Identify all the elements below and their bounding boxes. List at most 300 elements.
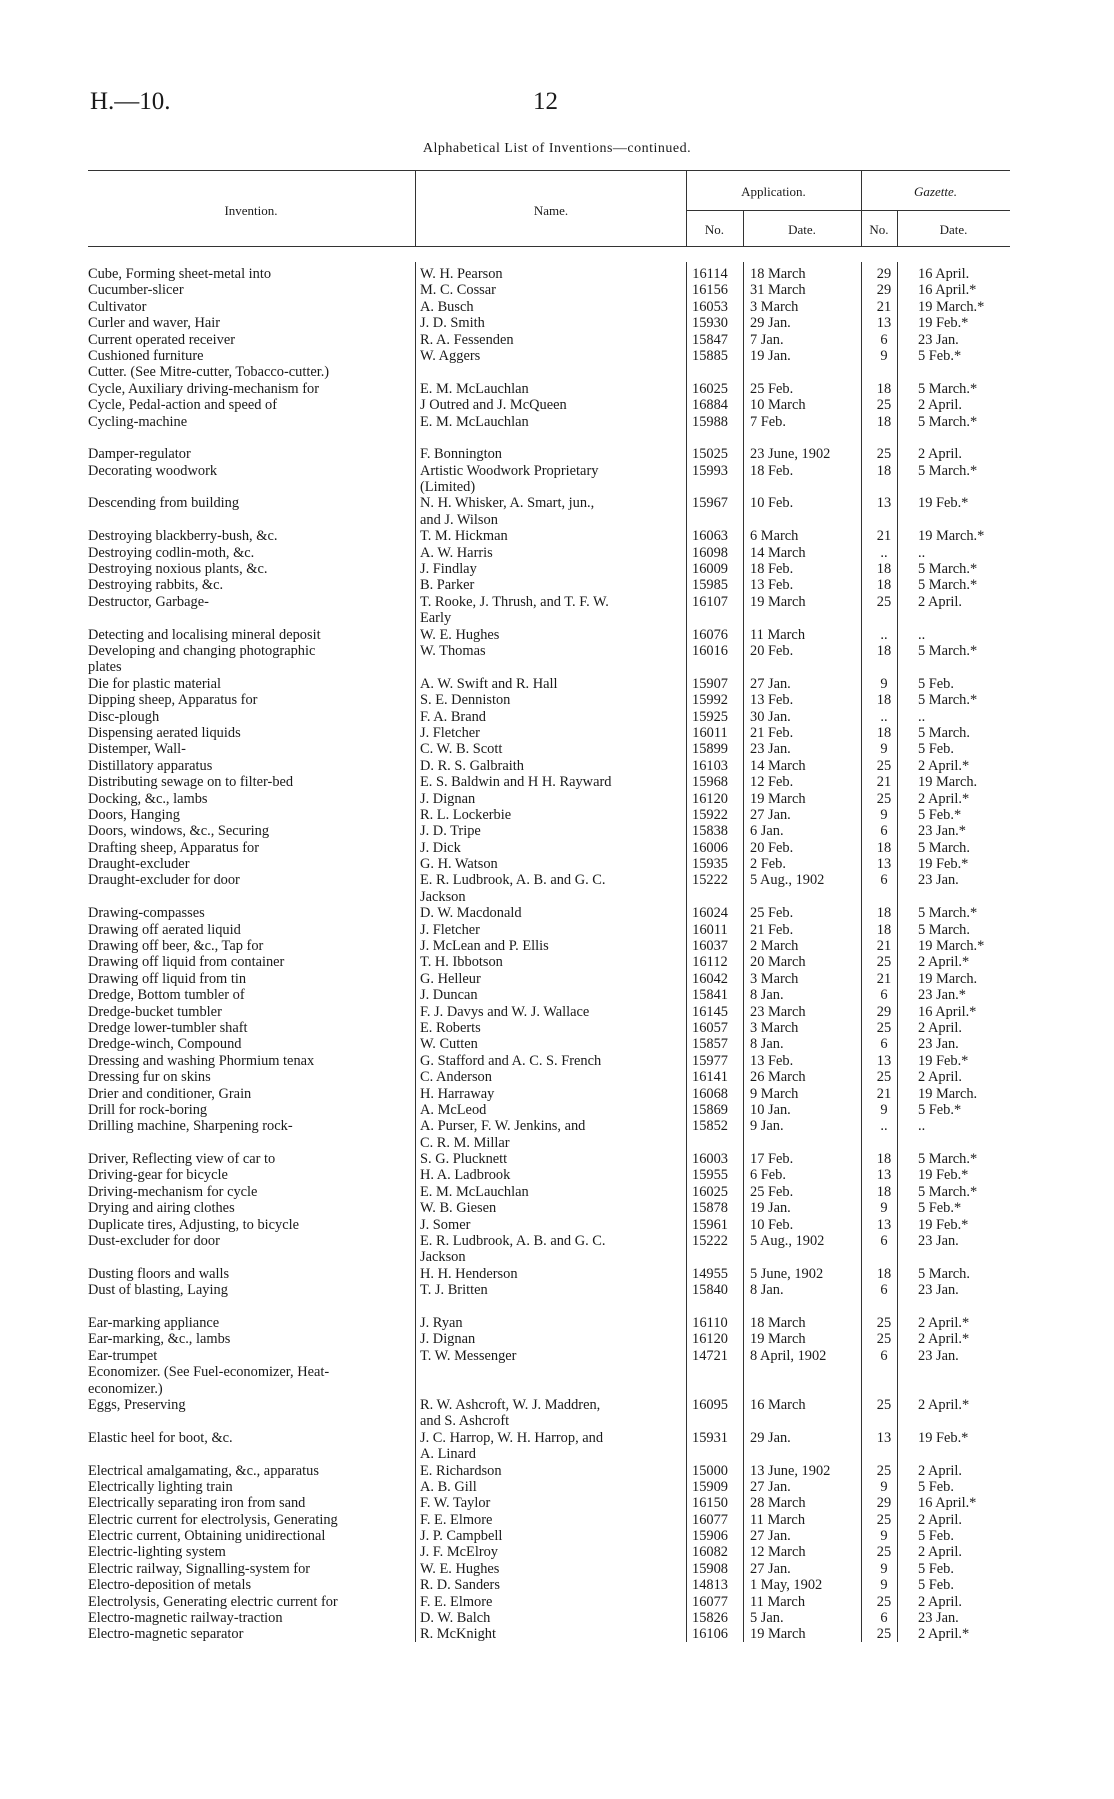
gazette-no-cell: 9: [880, 1101, 888, 1118]
app-no-cell: 16025: [692, 380, 728, 397]
invention-cell: Distemper, Wall-: [88, 741, 186, 758]
invention-cell: Destroying rabbits, &c.: [88, 577, 224, 594]
gazette-date-cell: 2 April.: [918, 446, 962, 463]
invention-cell: Drawing off beer, &c., Tap for: [88, 938, 264, 955]
app-no-cell: 16068: [692, 1085, 728, 1102]
invention-cell: Elastic heel for boot, &c.: [88, 1429, 233, 1446]
table-row: [88, 479, 1018, 495]
invention-cell: Ear-marking, &c., lambs: [88, 1331, 231, 1348]
table-row: [88, 1266, 1018, 1282]
table-row: [88, 1397, 1018, 1413]
app-date-cell: 11 March: [750, 1511, 806, 1528]
invention-cell: Ear-trumpet: [88, 1347, 158, 1364]
gazette-date-cell: 2 April.*: [918, 757, 970, 774]
table-row: [88, 266, 1018, 282]
gazette-no-cell: 18: [876, 413, 892, 430]
table-row: [88, 512, 1018, 528]
app-no-cell: 16107: [692, 593, 728, 610]
invention-cell: Detecting and localising mineral deposit: [88, 626, 321, 643]
invention-cell: Destructor, Garbage-: [88, 593, 209, 610]
invention-cell: Draught-excluder for door: [88, 872, 240, 889]
table-row: [88, 1495, 1018, 1511]
gazette-no-cell: 6: [880, 331, 888, 348]
invention-cell: Drafting sheep, Apparatus for: [88, 839, 260, 856]
gazette-date-cell: 5 March.*: [918, 380, 978, 397]
name-cell: F. J. Davys and W. J. Wallace: [420, 1003, 590, 1020]
name-cell: F. A. Brand: [420, 708, 487, 725]
table-row: [88, 872, 1018, 888]
table-row: [88, 545, 1018, 561]
app-date-cell: 27 Jan.: [750, 1528, 791, 1545]
invention-cell: Dredge-bucket tumbler: [88, 1003, 222, 1020]
app-date-cell: 18 March: [750, 266, 806, 282]
gazette-date-cell: 2 April.*: [918, 954, 970, 971]
app-date-cell: 10 Feb.: [750, 495, 794, 512]
app-date-cell: 31 March: [750, 282, 806, 299]
gazette-date-cell: 19 Feb.*: [918, 1052, 969, 1069]
table-row: [88, 938, 1018, 954]
gazette-date-cell: 23 Jan.: [918, 1036, 959, 1053]
table-row: [88, 332, 1018, 348]
invention-cell: Doors, Hanging: [88, 806, 180, 823]
gazette-no-cell: 9: [880, 675, 888, 692]
gazette-date-cell: 5 March.*: [918, 413, 978, 430]
table-row: [88, 1167, 1018, 1183]
table-row: [88, 1512, 1018, 1528]
gazette-date-cell: 5 Feb.*: [918, 1101, 962, 1118]
invention-cell: Electric current for electrolysis, Generating: [88, 1511, 338, 1528]
app-no-cell: 15925: [692, 708, 728, 725]
app-no-cell: 16077: [692, 1593, 728, 1610]
header-bottom-rule: [88, 246, 1010, 247]
name-cell: and S. Ashcroft: [420, 1413, 510, 1430]
name-cell: J. F. McElroy: [420, 1544, 498, 1561]
gazette-no-cell: 25: [876, 593, 892, 610]
app-date-cell: 6 Jan.: [750, 823, 784, 840]
name-cell: J. P. Campbell: [420, 1528, 503, 1545]
table-row: [88, 758, 1018, 774]
gazette-date-cell: 5 March.*: [918, 462, 978, 479]
gazette-date-cell: 23 Jan.: [918, 1282, 959, 1299]
name-cell: B. Parker: [420, 577, 475, 594]
name-cell: D. W. Macdonald: [420, 905, 522, 922]
invention-cell: Electric current, Obtaining unidirectional: [88, 1528, 326, 1545]
gazette-no-cell: 21: [876, 938, 892, 955]
gazette-date-cell: 5 Feb.: [918, 1560, 954, 1577]
invention-cell: Drill for rock-boring: [88, 1101, 208, 1118]
app-date-cell: 17 Feb.: [750, 1151, 794, 1168]
invention-cell: Cushioned furniture: [88, 347, 204, 364]
invention-cell: Doors, windows, &c., Securing: [88, 823, 270, 840]
app-no-cell: 16003: [692, 1151, 728, 1168]
name-cell: J. Fletcher: [420, 921, 480, 938]
table-row: [88, 1561, 1018, 1577]
name-cell: E. S. Baldwin and H H. Rayward: [420, 774, 612, 791]
app-no-cell: 15852: [692, 1118, 728, 1135]
invention-cell: Die for plastic material: [88, 675, 222, 692]
name-cell: F. E. Elmore: [420, 1593, 493, 1610]
name-cell: E. M. McLauchlan: [420, 1183, 529, 1200]
name-cell: G. Stafford and A. C. S. French: [420, 1052, 602, 1069]
table-row: [88, 725, 1018, 741]
app-date-cell: 5 June, 1902: [750, 1265, 824, 1282]
table-row: [88, 1118, 1018, 1134]
invention-cell: Dredge lower-tumbler shaft: [88, 1019, 248, 1036]
header-name: Name.: [533, 203, 569, 218]
invention-cell: Electric railway, Signalling-system for: [88, 1560, 311, 1577]
table-row: [88, 594, 1018, 610]
table-row: [88, 315, 1018, 331]
gazette-date-cell: 5 March.*: [918, 642, 978, 659]
name-cell: Artistic Woodwork Proprietary: [420, 462, 599, 479]
gazette-date-cell: 5 Feb.: [918, 741, 954, 758]
invention-cell: Descending from building: [88, 495, 240, 512]
table-row: [88, 791, 1018, 807]
app-no-cell: 15025: [692, 446, 728, 463]
table-row: [88, 1233, 1018, 1249]
name-cell: W. Thomas: [420, 642, 486, 659]
app-date-cell: 25 Feb.: [750, 905, 794, 922]
app-date-cell: 27 Jan.: [750, 1560, 791, 1577]
name-cell: F. E. Elmore: [420, 1511, 493, 1528]
app-no-cell: 16024: [692, 905, 728, 922]
gazette-date-cell: 2 April.: [918, 1069, 962, 1086]
table-row: [88, 1413, 1018, 1429]
gazette-date-cell: 2 April.*: [918, 790, 970, 807]
table-row: [88, 1151, 1018, 1167]
name-cell: J. C. Harrop, W. H. Harrop, and: [420, 1429, 604, 1446]
name-cell: J. Dignan: [420, 1331, 476, 1348]
gazette-date-cell: 19 March.*: [918, 938, 985, 955]
invention-cell: Cultivator: [88, 298, 147, 315]
gazette-date-cell: 19 Feb.*: [918, 1216, 969, 1233]
app-date-cell: 25 Feb.: [750, 380, 794, 397]
table-row: [88, 1544, 1018, 1560]
gazette-date-cell: 2 April.: [918, 1462, 962, 1479]
app-date-cell: 23 March: [750, 1003, 806, 1020]
gazette-date-cell: 5 March.*: [918, 692, 978, 709]
gazette-no-cell: 13: [876, 1429, 892, 1446]
app-no-cell: 16011: [692, 921, 728, 938]
gazette-date-cell: 16 April.*: [918, 1003, 977, 1020]
app-date-cell: 16 March: [750, 1396, 806, 1413]
app-date-cell: 13 Feb.: [750, 577, 794, 594]
table-row: [88, 1577, 1018, 1593]
app-no-cell: 15930: [692, 315, 728, 332]
table-row: [88, 1282, 1018, 1298]
invention-cell: Electrical amalgamating, &c., apparatus: [88, 1462, 319, 1479]
gazette-no-cell: 25: [876, 397, 892, 414]
app-no-cell: 15967: [692, 495, 728, 512]
app-date-cell: 18 Feb.: [750, 462, 794, 479]
app-no-cell: 14955: [692, 1265, 728, 1282]
table-row: [88, 463, 1018, 479]
app-no-cell: 16120: [692, 1331, 728, 1348]
gazette-no-cell: 13: [876, 1052, 892, 1069]
app-date-cell: 20 Feb.: [750, 839, 794, 856]
gazette-no-cell: 29: [876, 1495, 892, 1512]
application-subrule: [686, 210, 1010, 211]
table-row: [88, 364, 1018, 380]
app-date-cell: 23 Jan.: [750, 741, 791, 758]
table-row: [88, 840, 1018, 856]
gazette-date-cell: 5 March.*: [918, 561, 978, 578]
invention-cell: Duplicate tires, Adjusting, to bicycle: [88, 1216, 300, 1233]
gazette-no-cell: 18: [876, 724, 892, 741]
app-no-cell: 16063: [692, 528, 728, 545]
app-no-cell: 15993: [692, 462, 728, 479]
gazette-no-cell: 6: [880, 823, 888, 840]
gazette-no-cell: ..: [880, 544, 888, 561]
table-row: [88, 1036, 1018, 1052]
name-cell: H. Harraway: [420, 1085, 495, 1102]
name-cell: G. Helleur: [420, 970, 481, 987]
name-cell: H. H. Henderson: [420, 1265, 518, 1282]
table-row: [88, 922, 1018, 938]
app-date-cell: 30 Jan.: [750, 708, 791, 725]
app-no-cell: 14721: [692, 1347, 728, 1364]
gazette-no-cell: 9: [880, 806, 888, 823]
app-no-cell: 16110: [692, 1315, 728, 1331]
app-no-cell: 16156: [692, 282, 728, 299]
name-cell: F. Bonnington: [420, 446, 503, 463]
app-no-cell: 16103: [692, 757, 728, 774]
gazette-no-cell: 21: [876, 1085, 892, 1102]
app-date-cell: 18 March: [750, 1315, 806, 1331]
table-row: [88, 381, 1018, 397]
gazette-no-cell: 18: [876, 1183, 892, 1200]
table-row: [88, 692, 1018, 708]
table-row: [88, 1331, 1018, 1347]
table-row: [88, 1626, 1018, 1642]
gazette-date-cell: ..: [918, 1118, 926, 1135]
table-row: [88, 856, 1018, 872]
gazette-no-cell: 6: [880, 872, 888, 889]
table-row: [88, 1348, 1018, 1364]
name-cell: C. Anderson: [420, 1069, 492, 1086]
gazette-date-cell: 19 Feb.*: [918, 856, 969, 873]
invention-cell: Cutter. (See Mitre-cutter, Tobacco-cutter.): [88, 364, 330, 381]
app-date-cell: 29 Jan.: [750, 315, 791, 332]
app-no-cell: 16095: [692, 1396, 728, 1413]
app-date-cell: 20 Feb.: [750, 642, 794, 659]
name-cell: E. Roberts: [420, 1019, 481, 1036]
table-row: [88, 774, 1018, 790]
gazette-date-cell: 19 March.*: [918, 528, 985, 545]
app-date-cell: 3 March: [750, 298, 799, 315]
app-date-cell: 5 Jan.: [750, 1610, 784, 1627]
name-cell: T. J. Britten: [420, 1282, 488, 1299]
invention-cell: Dispensing aerated liquids: [88, 724, 241, 741]
invention-cell: Driving-gear for bicycle: [88, 1167, 228, 1184]
invention-cell: Drawing off liquid from tin: [88, 970, 247, 987]
gazette-no-cell: 21: [876, 298, 892, 315]
app-date-cell: 14 March: [750, 757, 806, 774]
invention-cell: Developing and changing photographic: [88, 642, 316, 659]
table-row: [88, 1249, 1018, 1265]
name-cell: J. Ryan: [420, 1315, 463, 1331]
name-cell: A. Purser, F. W. Jenkins, and: [420, 1118, 586, 1135]
gazette-date-cell: 16 April.: [918, 266, 970, 282]
app-no-cell: 15222: [692, 872, 728, 889]
name-cell: C. R. M. Millar: [420, 1134, 510, 1151]
app-date-cell: 9 March: [750, 1085, 799, 1102]
app-date-cell: 2 March: [750, 938, 799, 955]
header-app-no: No.: [704, 222, 725, 237]
app-no-cell: 15841: [692, 987, 728, 1004]
app-date-cell: 6 Feb.: [750, 1167, 786, 1184]
app-no-cell: 16077: [692, 1511, 728, 1528]
table-row: [88, 905, 1018, 921]
gazette-date-cell: 23 Jan.: [918, 872, 959, 889]
app-no-cell: 15988: [692, 413, 728, 430]
app-no-cell: 16037: [692, 938, 728, 955]
gazette-no-cell: 13: [876, 1167, 892, 1184]
app-no-cell: 15857: [692, 1036, 728, 1053]
invention-cell: Drawing off aerated liquid: [88, 921, 241, 938]
app-no-cell: 16016: [692, 642, 728, 659]
app-no-cell: 16082: [692, 1544, 728, 1561]
gazette-no-cell: ..: [880, 708, 888, 725]
gazette-date-cell: 23 Jan.: [918, 1610, 959, 1627]
table-row: [88, 823, 1018, 839]
table-row: [88, 954, 1018, 970]
gazette-no-cell: 9: [880, 741, 888, 758]
app-no-cell: 15838: [692, 823, 728, 840]
table-row: [88, 1381, 1018, 1397]
invention-cell: Current operated receiver: [88, 331, 236, 348]
app-no-cell: 15909: [692, 1478, 728, 1495]
gazette-date-cell: 2 April.: [918, 593, 962, 610]
name-cell: J. D. Smith: [420, 315, 485, 332]
app-no-cell: 15935: [692, 856, 728, 873]
app-no-cell: 15955: [692, 1167, 728, 1184]
gazette-no-cell: 25: [876, 757, 892, 774]
invention-cell: Curler and waver, Hair: [88, 315, 221, 332]
name-cell: T. W. Messenger: [420, 1347, 517, 1364]
name-cell: T. Rooke, J. Thrush, and T. F. W.: [420, 593, 609, 610]
app-no-cell: 16106: [692, 1626, 728, 1643]
table-row: [88, 1069, 1018, 1085]
invention-cell: Driver, Reflecting view of car to: [88, 1151, 276, 1168]
gazette-date-cell: 2 April.*: [918, 1626, 970, 1643]
header-gaz-date: Date.: [939, 222, 968, 237]
gazette-no-cell: 25: [876, 1315, 892, 1331]
gazette-no-cell: 6: [880, 1282, 888, 1299]
app-no-cell: 15961: [692, 1216, 728, 1233]
name-cell: F. W. Taylor: [420, 1495, 491, 1512]
gazette-no-cell: 18: [876, 839, 892, 856]
gazette-date-cell: 5 Feb.: [918, 675, 954, 692]
table-row: [88, 348, 1018, 364]
invention-cell: Destroying codlin-moth, &c.: [88, 544, 255, 561]
invention-cell: Dredge, Bottom tumbler of: [88, 987, 245, 1004]
name-cell: M. C. Cossar: [420, 282, 496, 299]
app-no-cell: 15869: [692, 1101, 728, 1118]
invention-cell: Drawing off liquid from container: [88, 954, 285, 971]
app-date-cell: 19 March: [750, 593, 806, 610]
table-row: [88, 1594, 1018, 1610]
gazette-no-cell: 25: [876, 1069, 892, 1086]
gazette-date-cell: ..: [918, 708, 926, 725]
gazette-no-cell: 25: [876, 1511, 892, 1528]
gazette-date-cell: 16 April.*: [918, 1495, 977, 1512]
app-no-cell: 15878: [692, 1200, 728, 1217]
name-cell: J Outred and J. McQueen: [420, 397, 567, 414]
app-no-cell: 15977: [692, 1052, 728, 1069]
name-cell: J. Fletcher: [420, 724, 480, 741]
table-row: [88, 397, 1018, 413]
app-no-cell: 16120: [692, 790, 728, 807]
app-no-cell: 16025: [692, 1183, 728, 1200]
gazette-date-cell: 5 March.*: [918, 1183, 978, 1200]
invention-cell: Electrolysis, Generating electric current for: [88, 1593, 338, 1610]
name-cell: R. D. Sanders: [420, 1577, 500, 1594]
table-row: [88, 741, 1018, 757]
invention-cell: Electro-magnetic railway-traction: [88, 1610, 283, 1627]
gazette-date-cell: 19 Feb.*: [918, 1167, 969, 1184]
name-cell: R. W. Ashcroft, W. J. Maddren,: [420, 1396, 601, 1413]
invention-cell: Electrically lighting train: [88, 1478, 233, 1495]
invention-cell: Cycling-machine: [88, 413, 188, 430]
table-row: [88, 643, 1018, 659]
app-no-cell: 16009: [692, 561, 728, 578]
invention-cell: Distillatory apparatus: [88, 757, 213, 774]
gazette-no-cell: 13: [876, 315, 892, 332]
name-cell: J. Somer: [420, 1216, 471, 1233]
app-date-cell: 21 Feb.: [750, 921, 794, 938]
app-date-cell: 3 March: [750, 970, 799, 987]
gazette-no-cell: 18: [876, 921, 892, 938]
app-date-cell: 1 May, 1902: [750, 1577, 823, 1594]
gazette-date-cell: 23 Jan.: [918, 331, 959, 348]
app-date-cell: 19 Jan.: [750, 1200, 791, 1217]
gazette-date-cell: 5 March.*: [918, 577, 978, 594]
invention-cell: Electro-magnetic separator: [88, 1626, 244, 1643]
app-date-cell: 19 March: [750, 1331, 806, 1348]
header-top-rule: [88, 170, 1010, 171]
name-cell: N. H. Whisker, A. Smart, jun.,: [420, 495, 595, 512]
header-application: Application.: [741, 184, 806, 199]
table-row: [88, 1004, 1018, 1020]
table-row: [88, 971, 1018, 987]
app-date-cell: 12 March: [750, 1544, 806, 1561]
app-date-cell: 27 Jan.: [750, 806, 791, 823]
app-date-cell: 10 Jan.: [750, 1101, 791, 1118]
gazette-date-cell: 2 April.*: [918, 1315, 970, 1331]
name-cell: J. McLean and P. Ellis: [420, 938, 549, 955]
table-row: [88, 561, 1018, 577]
gazette-date-cell: 19 March.: [918, 970, 978, 987]
gazette-no-cell: 21: [876, 970, 892, 987]
table-row: [88, 1299, 1018, 1315]
table-row: [88, 1430, 1018, 1446]
gazette-date-cell: ..: [918, 544, 926, 561]
app-date-cell: 19 March: [750, 1626, 806, 1643]
name-cell: and J. Wilson: [420, 511, 498, 528]
table-row: [88, 430, 1018, 446]
invention-cell: Dust of blasting, Laying: [88, 1282, 228, 1299]
gazette-no-cell: 18: [876, 905, 892, 922]
gazette-date-cell: 2 April.: [918, 1511, 962, 1528]
app-no-cell: 15931: [692, 1429, 728, 1446]
gazette-no-cell: 18: [876, 462, 892, 479]
name-cell: G. H. Watson: [420, 856, 498, 873]
table-row: [88, 446, 1018, 462]
name-cell: W. B. Giesen: [420, 1200, 497, 1217]
app-date-cell: 6 March: [750, 528, 799, 545]
gazette-no-cell: 18: [876, 1265, 892, 1282]
